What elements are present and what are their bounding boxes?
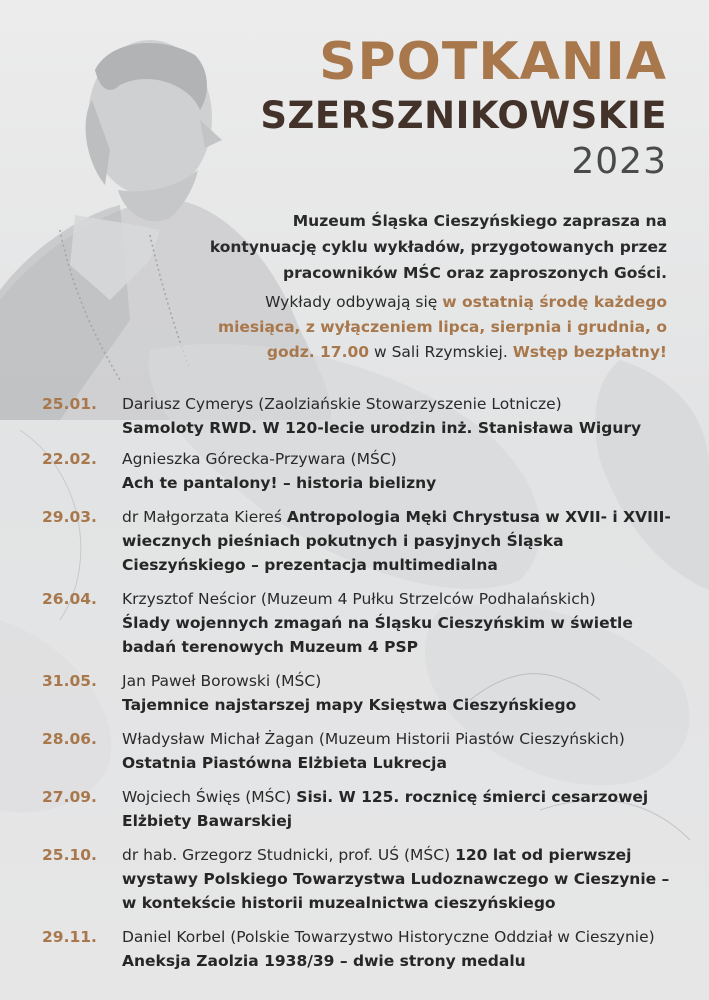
event-body — [122, 392, 672, 440]
event-body — [122, 587, 672, 659]
event-date: 25.10. — [42, 846, 97, 864]
event-speaker: Dariusz Cymerys (Zaolziańskie Stowarzyszenie Lotnicze) — [122, 395, 562, 413]
info-part-2: w Sali Rzymskiej. — [369, 343, 513, 361]
event-speaker: dr hab. Grzegorz Studnicki, prof. UŚ (MŚC) — [122, 846, 451, 864]
event-title: Aneksja Zaolzia 1938/39 – dwie strony medalu — [122, 952, 526, 970]
info-highlight-2: Wstęp bezpłatny! — [512, 343, 667, 361]
event-item — [42, 587, 672, 659]
event-date: 28.06. — [42, 730, 97, 748]
event-title: Ach te pantalony! – historia bielizny — [122, 474, 437, 492]
event-speaker: Daniel Korbel (Polskie Towarzystwo Historyczne Oddział w Cieszynie) — [122, 928, 655, 946]
event-speaker: Jan Paweł Borowski (MŚC) — [122, 672, 322, 690]
event-body — [122, 785, 672, 833]
event-date: 29.03. — [42, 508, 97, 526]
event-date: 27.09. — [42, 788, 97, 806]
event-title: Antropologia Męki Chrystusa w XVII- i XVIII-wiecznych pieśniach pokutnych i pasyjnych Śląska Cieszyńskiego – prezentacja multimedialna — [122, 508, 671, 574]
event-speaker: Agnieszka Górecka-Przywara (MŚC) — [122, 450, 397, 468]
event-speaker: dr Małgorzata Kiereś — [122, 508, 282, 526]
event-body — [122, 925, 672, 973]
title-line-1: SPOTKANIA — [319, 32, 667, 92]
year: 2023 — [571, 141, 667, 182]
event-date: 31.05. — [42, 672, 97, 690]
event-date: 25.01. — [42, 395, 97, 413]
event-title: Samoloty RWD. W 120-lecie urodzin inż. Stanisława Wigury — [122, 419, 642, 437]
event-title: 120 lat od pierwszej wystawy Polskiego Towarzystwa Ludoznawczego w Cieszynie – w kontekście historii muzealnictwa cieszyńskiego — [122, 846, 670, 912]
event-item — [42, 392, 672, 440]
event-item — [42, 843, 672, 915]
info-part-1: Wykłady odbywają się — [265, 293, 443, 311]
event-date: 26.04. — [42, 590, 97, 608]
event-item — [42, 669, 672, 717]
event-item — [42, 505, 672, 577]
event-body — [122, 727, 672, 775]
event-item — [42, 785, 672, 833]
event-title: Tajemnice najstarszej mapy Księstwa Cieszyńskiego — [122, 696, 577, 714]
event-list — [42, 392, 672, 973]
event-item — [42, 447, 672, 495]
event-body — [122, 669, 672, 717]
event-body — [122, 447, 672, 495]
event-speaker: Władysław Michał Żagan (Muzeum Historii Piastów Cieszyńskich) — [122, 730, 625, 748]
event-body — [122, 843, 672, 915]
event-speaker: Wojciech Święs (MŚC) — [122, 788, 292, 806]
event-item — [42, 925, 672, 973]
info-text — [197, 290, 667, 365]
intro-text: Muzeum Śląska Cieszyńskiego zaprasza na kontynuację cyklu wykładów, przygotowanych przez pracowników MŚC oraz zaproszonych Gości. — [209, 212, 667, 282]
event-speaker: Krzysztof Neścior (Muzeum 4 Pułku Strzelców Podhalańskich) — [122, 590, 596, 608]
title-line-2: SZERSZNIKOWSKIE — [260, 94, 667, 137]
event-body — [122, 505, 672, 577]
event-title: Ostatnia Piastówna Elżbieta Lukrecja — [122, 754, 447, 772]
event-item — [42, 727, 672, 775]
event-date: 29.11. — [42, 928, 97, 946]
event-title: Sisi. W 125. rocznicę śmierci cesarzowej Elżbiety Bawarskiej — [122, 788, 649, 830]
info-highlight-1: w ostatnią środę każdego miesiąca, z wyłączeniem lipca, sierpnia i grudnia, o godz. 17.00 — [217, 293, 667, 361]
event-title: Ślady wojennych zmagań na Śląsku Cieszyńskim w świetle badań terenowych Muzeum 4 PSP — [122, 614, 633, 656]
event-date: 22.02. — [42, 450, 97, 468]
